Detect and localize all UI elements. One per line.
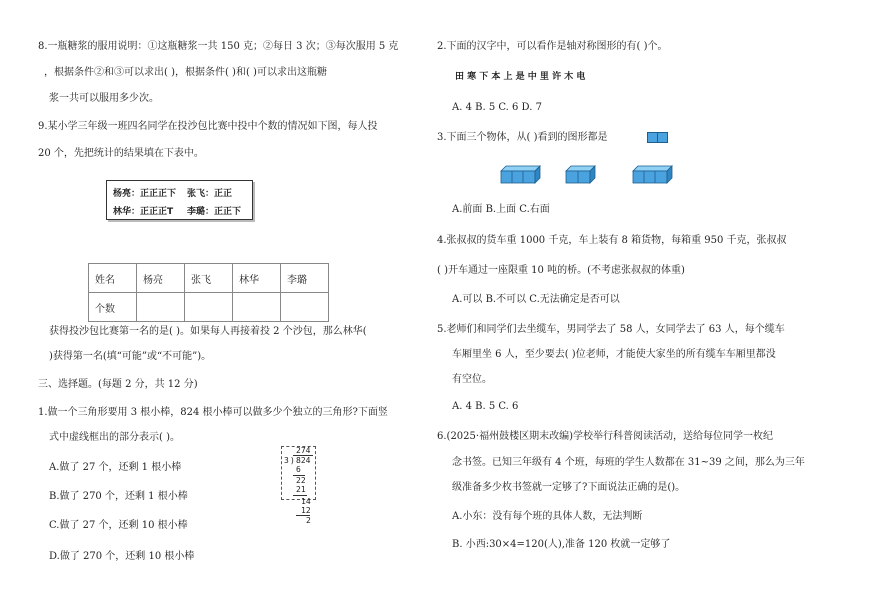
- tally-zhangfei: 张飞：正正: [187, 189, 233, 199]
- q9-line4: )获得第一名(填“可能”或“不可能”)。: [49, 351, 212, 362]
- division-step1: 6: [296, 465, 301, 474]
- object-2-icon: [565, 163, 599, 185]
- division-line2: [293, 495, 307, 496]
- object-1-icon: [500, 163, 544, 185]
- c3-options[interactable]: A.前面 B.上面 C.右面: [452, 204, 550, 215]
- c6-option-a[interactable]: A.小东：没有每个班的具体人数，无法判断: [452, 511, 643, 522]
- table-cell: 姓名: [89, 264, 137, 293]
- division-rem1: 22: [296, 476, 306, 485]
- c5-options[interactable]: A. 4 B. 5 C. 6: [452, 401, 519, 412]
- tally-card: [106, 180, 253, 220]
- table-cell: 个数: [89, 293, 137, 322]
- division-quotient: 274: [296, 446, 311, 455]
- c6-line2: 念书签。已知三年级有 4 个班，每班的学生人数都在 31~39 之间，那么为三年: [452, 457, 805, 468]
- division-divisor: 3: [284, 456, 289, 465]
- c1-option-d[interactable]: D.做了 270 个，还剩 10 根小棒: [49, 551, 195, 562]
- c6-line1: 6.(2025·福州鼓楼区期末改编)学校举行科普阅读活动，送给每位同学一枚纪: [437, 431, 773, 442]
- q9-line1: 9.某小学三年级一班四名同学在投沙包比赛中投中个数的情况如下图，每人投: [38, 121, 378, 132]
- c2-line1: 2.下面的汉字中，可以看作是轴对称图形的有( )个。: [437, 41, 668, 52]
- c1-line2: 式中虚线框出的部分表示( )。: [49, 432, 180, 443]
- c5-line3: 有空位。: [452, 374, 492, 385]
- division-step2: 21: [296, 485, 306, 494]
- c6-line3: 级准备多少枚书签就一定够了?下面说法正确的是()。: [452, 482, 686, 493]
- c5-line1: 5.老师们和同学们去坐缆车，男同学去了 58 人，女同学去了 63 人，每个缆车: [437, 324, 785, 335]
- table-cell[interactable]: [185, 293, 233, 322]
- c4-options[interactable]: A.可以 B.不可以 C.无法确定是否可以: [452, 294, 620, 305]
- table-cell: 杨亮: [137, 264, 185, 293]
- c3-target-view-icon: [647, 132, 669, 144]
- c1-option-a[interactable]: A.做了 27 个，还剩 1 根小棒: [49, 462, 182, 473]
- division-dividend: 824: [296, 456, 311, 465]
- object-3-icon: [632, 163, 676, 185]
- c1-option-b[interactable]: B.做了 270 个，还剩 1 根小棒: [49, 491, 188, 502]
- c1-line1: 1.做一个三角形要用 3 根小棒，824 根小棒可以做多少个独立的三角形?下面竖: [38, 407, 388, 418]
- table-cell: 林华: [233, 264, 281, 293]
- c2-options[interactable]: A. 4 B. 5 C. 6 D. 7: [452, 102, 542, 113]
- c3-line1: 3.下面三个物体，从( )看到的图形都是: [437, 132, 608, 143]
- c1-option-c[interactable]: C.做了 27 个，还剩 10 根小棒: [49, 520, 188, 531]
- division-rem3: 2: [306, 516, 311, 525]
- q8-line1: 8.一瓶糖浆的服用说明：①这瓶糖浆一共 150 克；②每日 3 次；③每次服用 5 克: [38, 41, 399, 52]
- q8-line2: ，根据条件②和③可以求出( )，根据条件( )和( )可以求出这瓶糖: [44, 67, 327, 78]
- c4-line2: ( )开车通过一座限重 10 吨的桥。(不考虑张叔叔的体重): [437, 265, 685, 276]
- c5-line2: 车厢里坐 6 人，至少要去( )位老师，才能使大家坐的所有缆车车厢里都没: [452, 349, 776, 360]
- tally-linhua: 林华：正正正T: [113, 207, 174, 217]
- table-row: [89, 264, 329, 293]
- table-row: [89, 293, 329, 322]
- q9-line3: 获得投沙包比赛第一名的是( )。如果每人再接着投 2 个沙包，那么林华(: [49, 326, 367, 337]
- c2-characters: 田 寒 下 本 上 是 中 里 许 木 电: [455, 72, 586, 82]
- tally-lilu: 李璐：正正下: [187, 207, 242, 217]
- q9-line2: 20 个，先把统计的结果填在下表中。: [38, 148, 204, 159]
- q8-line3: 浆一共可以服用多少次。: [49, 93, 159, 104]
- count-table: [88, 263, 329, 322]
- division-rem2: 14: [301, 497, 311, 506]
- tally-yangliang: 杨亮：正正正下: [113, 189, 177, 199]
- division-bracket: ): [290, 456, 295, 465]
- table-cell[interactable]: [233, 293, 281, 322]
- c4-line1: 4.张叔叔的货车重 1000 千克，车上装有 8 箱货物，每箱重 950 千克，张叔叔: [437, 235, 787, 246]
- table-cell: 张飞: [185, 264, 233, 293]
- table-cell[interactable]: [137, 293, 185, 322]
- c6-option-b[interactable]: B. 小西:30×4=120(人),准备 120 枚就一定够了: [452, 539, 671, 550]
- table-cell[interactable]: [281, 293, 329, 322]
- section-title: 三、选择题。(每题 2 分，共 12 分): [38, 379, 198, 390]
- table-cell: 李璐: [281, 264, 329, 293]
- division-step3: 12: [301, 506, 311, 515]
